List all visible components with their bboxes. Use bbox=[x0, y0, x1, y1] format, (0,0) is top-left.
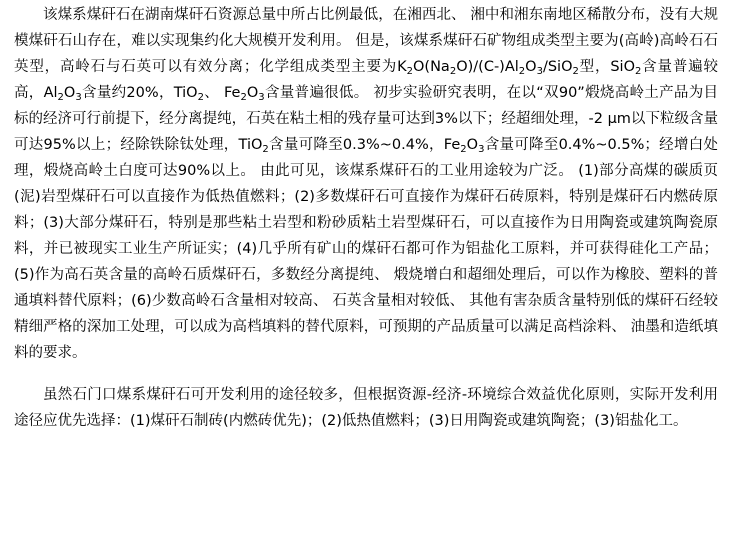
text-run: /SiO bbox=[542, 59, 573, 75]
subscript: 2 bbox=[240, 92, 247, 103]
text-run: 该煤系煤矸石在湖南煤矸石资源总量中所占比例最低，在湘西北、 湘中和湘东南地区稀散分布，没有大规模煤矸石山存在，难以实现集约化大规模开发利用。 但是，该煤系煤矸石矿物组成类型主要为(高岭)高岭石石英型，高岭石与石英可以有效分离；化学组成类型主要为K bbox=[14, 7, 718, 75]
text-run: 含量普遍较高，Al bbox=[14, 59, 718, 101]
text-run: 含量可降至0.4%~0.5%；经增白处理，煅烧高岭土白度可达90%以上。 由此可见，该煤系煤矸石的工业用途较为广泛。 (1)部分高煤的碳质页(泥)岩型煤矸石可以直接作为低热值燃料；(2)多数煤矸石可直接作为煤矸石砖原料，特别是煤矸石内燃砖原料；(3)大部分煤矸石，特别是那些粘土岩型和粉砂质粘土岩型煤矸石，可以直接作为日用陶瓷或建筑陶瓷原料，并已被现实工业生产所证实；(4)几乎所有矿山的煤矸石都可作为铝盐化工原料，并可获得硅化工产品；(5)作为高石英含量的高岭石质煤矸石，多数经分离提纯、 煅烧增白和超细处理后，可以作为橡胶、塑料的普通填料替代原料；(6)少数高岭石含量相对较高、 石英含量相对较低、 其他有害杂质含量特别低的煤矸石经较精细严格的深加工处理，可以成为高档填料的替代原料，可预期的产品质量可以满足高档涂料、 油墨和造纸填料的要求。 bbox=[14, 137, 718, 361]
subscript: 2 bbox=[518, 66, 526, 77]
subscript: 2 bbox=[197, 92, 204, 103]
text-run: O bbox=[525, 59, 537, 75]
subscript: 3 bbox=[478, 144, 485, 155]
subscript: 2 bbox=[460, 144, 467, 155]
text-run: O)/(C-)Al bbox=[456, 59, 519, 75]
subscript: 2 bbox=[634, 66, 642, 77]
text-run: O(Na bbox=[413, 59, 450, 75]
text-run: 含量普遍很低。 初步实验研究表明，在以“双90”煅烧高岭土产品为目标的经济可行前提下，经分离提纯，石英在粘土相的残存量可达到3%以下；经超细处理，-2 μm以下粒级含量可达95%以上；经除铁除钛处理，TiO bbox=[14, 85, 718, 153]
subscript: 2 bbox=[572, 66, 579, 77]
subscript: 2 bbox=[406, 66, 414, 77]
paragraph-2: 虽然石门口煤系煤矸石可开发利用的途径较多，但根据资源-经济-环境综合效益优化原则，实际开发利用途径应优先选择：(1)煤矸石制砖(内燃砖优先)；(2)低热值燃料；(3)日用陶瓷或建筑陶瓷；(3)铝盐化工。 bbox=[14, 387, 718, 429]
subscript: 3 bbox=[258, 92, 265, 103]
text-run: 型，SiO bbox=[578, 59, 635, 75]
subscript: 3 bbox=[75, 92, 82, 103]
paragraph-1 bbox=[14, 0, 718, 366]
text-run: O bbox=[63, 85, 76, 101]
text-run: O bbox=[466, 137, 479, 153]
text-run: 、 Fe bbox=[203, 85, 241, 101]
subscript: 2 bbox=[262, 144, 269, 155]
text-run: 含量可降至0.3%~0.4%，Fe bbox=[268, 137, 461, 153]
subscript: 3 bbox=[536, 66, 543, 77]
subscript: 2 bbox=[449, 66, 457, 77]
text-run: 含量约20%，TiO bbox=[81, 85, 198, 101]
subscript: 2 bbox=[57, 92, 64, 103]
text-run: O bbox=[246, 85, 259, 101]
